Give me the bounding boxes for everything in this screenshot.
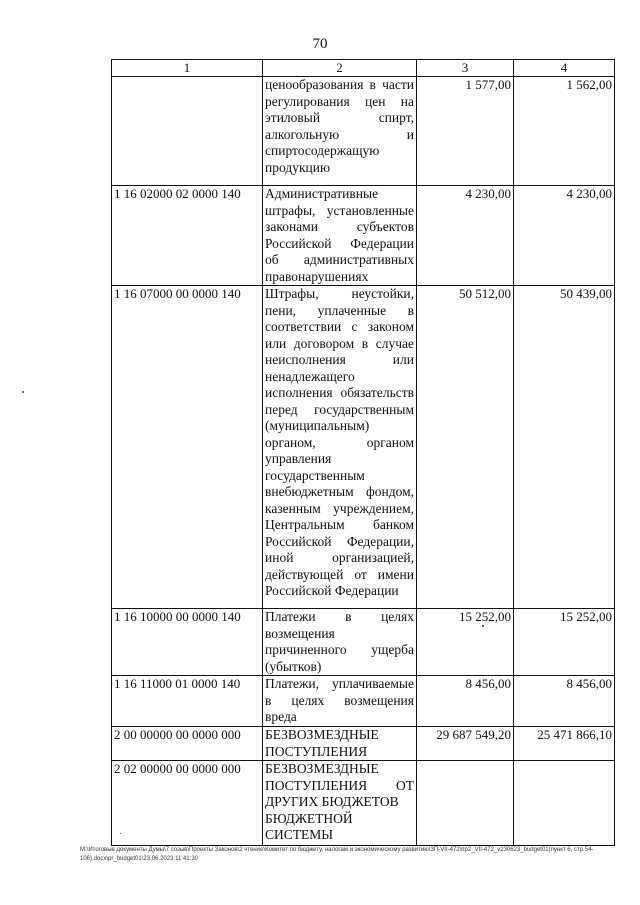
table-row [112,727,615,761]
row-description: ценообразования в части регулирования цен на этиловый спирт, алкогольную и спиртосодержащую продукцию [263,77,417,186]
row-description [263,727,417,761]
table-row [112,676,615,727]
table-row [112,286,615,609]
scan-speck [120,833,121,834]
description-line: ПОСТУПЛЕНИЯ [265,743,368,759]
row-description: Платежи в целях возмещения причиненного ущерба (убытков) [263,609,417,676]
table-row [112,609,615,676]
row-value-col3: 4 230,00 [417,186,514,286]
scan-speck [22,391,24,393]
description-line: БЕЗВОЗМЕЗДНЫЕ [265,761,379,776]
table-row [112,761,615,846]
table-row [112,186,615,286]
table-row [112,77,615,186]
row-value-col3: 29 687 549,20 [417,727,514,761]
row-value-col3: 15 252,00 [417,609,514,676]
page-number: 70 [312,36,328,52]
description-line: ПОСТУПЛЕНИЯ ОТ [265,777,414,793]
row-value-col3: 1 577,00 [417,77,514,186]
row-value-col4: 8 456,00 [514,676,615,727]
row-code: 2 00 00000 00 0000 000 [112,727,263,761]
header-col-3: 3 [417,60,514,77]
row-value-col3: 50 512,00 [417,286,514,609]
row-value-col4: 50 439,00 [514,286,615,609]
table-header-row [112,60,615,77]
row-value-col3 [417,761,514,846]
budget-table [111,59,615,846]
row-description: Административные штрафы, установленные законами субъектов Российской Федерации об административных правонарушениях [263,186,417,286]
row-value-col3: 8 456,00 [417,676,514,727]
row-code: 1 16 07000 00 0000 140 [112,286,263,609]
row-value-col4: 25 471 866,10 [514,727,615,761]
row-code: 1 16 10000 00 0000 140 [112,609,263,676]
row-code: 1 16 11000 01 0000 140 [112,676,263,727]
row-description: Штрафы, неустойки, пени, уплаченные в соответствии с законом или договором в случае неисполнения или ненадлежащего исполнения обязательств перед государственным (муниципальным) органом, органом управления государственным внебюджетным фондом, казенным учреждением, Центральным банком Российской Федерации, иной организацией, действующей от имени Российской Федерации [263,286,417,609]
row-value-col4 [514,761,615,846]
row-code: 2 02 00000 00 0000 000 [112,761,263,846]
row-value-col4: 15 252,00 [514,609,615,676]
description-line: БЕЗВОЗМЕЗДНЫЕ [265,727,379,742]
row-description: Платежи, уплачиваемые в целях возмещения вреда [263,676,417,727]
description-line: БЮДЖЕТНОЙ [265,810,353,826]
header-col-4: 4 [514,60,615,77]
description-line: СИСТЕМЫ [265,827,334,842]
file-path-footer: M:\Итоговые документы Думы\7 созыв\Проекты Законов\2 чтение\Комитет по бюджету, налогам и экономическому развитию\ЗП-VII-472\пр2_VII-472_v230623_budget01(пункт 6, стр.54-106).docx\pr_budget01\23.06.2023 11:41:30 [80,847,594,862]
row-code [112,77,263,186]
row-value-col4: 1 562,00 [514,77,615,186]
header-col-2: 2 [263,60,417,77]
row-code: 1 16 02000 02 0000 140 [112,186,263,286]
row-description [263,761,417,846]
description-line: ДРУГИХ БЮДЖЕТОВ [265,794,399,809]
row-value-col4: 4 230,00 [514,186,615,286]
scan-speck [482,625,484,627]
header-col-1: 1 [112,60,263,77]
